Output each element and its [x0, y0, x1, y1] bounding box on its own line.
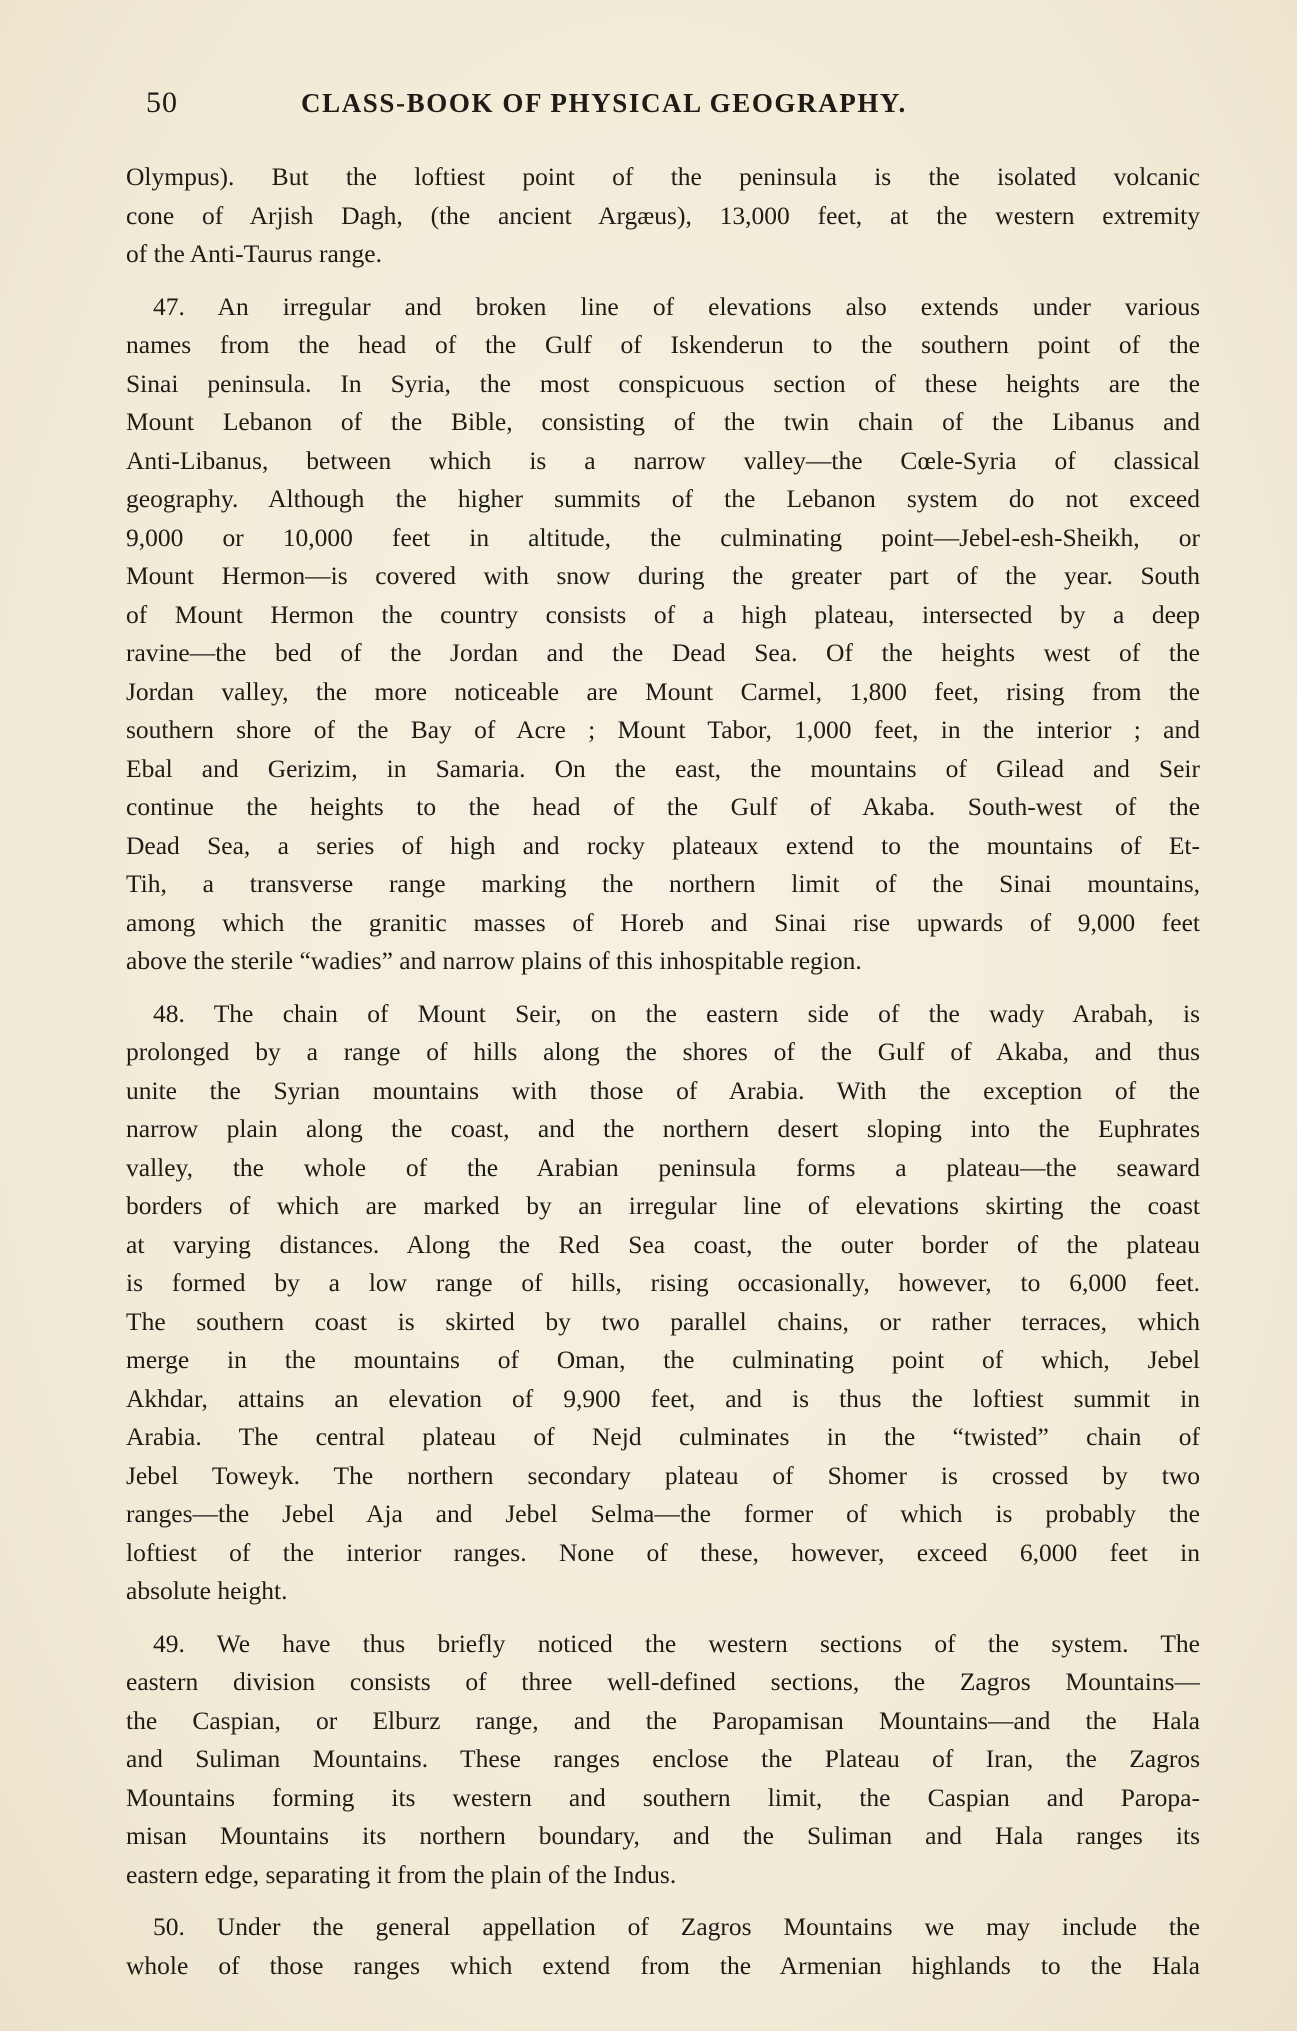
text-line: names from the head of the Gulf of Iskenderun to the southern point of the — [126, 330, 1200, 359]
body-text — [126, 158, 1200, 1985]
text-line: Sinai peninsula. In Syria, the most conspicuous section of these heights are the — [126, 368, 1200, 398]
text-line: borders of which are marked by an irregular line of elevations skirting the coast — [126, 1191, 1200, 1220]
text-line: southern shore of the Bay of Acre ; Mount Tabor, 1,000 feet, in the interior ; and — [126, 715, 1200, 744]
running-title: CLASS-BOOK OF PHYSICAL GEOGRAPHY. — [301, 88, 907, 118]
text-line: narrow plain along the coast, and the northern desert sloping into the Euphrates — [126, 1114, 1200, 1143]
text-line: valley, the whole of the Arabian peninsula forms a plateau—the seaward — [126, 1152, 1200, 1182]
text-line: Akhdar, attains an elevation of 9,900 feet, and is thus the loftiest summit in — [126, 1383, 1200, 1413]
text-line: Arabia. The central plateau of Nejd culminates in the “twisted” chain of — [126, 1422, 1200, 1451]
text-line: Mount Lebanon of the Bible, consisting of the twin chain of the Libanus and — [126, 407, 1200, 436]
text-line: Mountains forming its western and southern limit, the Caspian and Paropa- — [126, 1782, 1200, 1812]
text-line: merge in the mountains of Oman, the culminating point of which, Jebel — [126, 1345, 1200, 1374]
paragraph-49-first-line: 49. We have thus briefly noticed the western sections of the system. The — [153, 1628, 1200, 1658]
text-line: geography. Although the higher summits of the Lebanon system do not exceed — [126, 484, 1200, 513]
text-line: 9,000 or 10,000 feet in altitude, the culminating point—Jebel-esh-Sheikh, or — [126, 522, 1200, 552]
text-line: eastern edge, separating it from the plain of the Indus. — [126, 1859, 677, 1889]
text-line: and Suliman Mountains. These ranges enclose the Plateau of Iran, the Zagros — [126, 1744, 1200, 1773]
text-line: above the sterile “wadies” and narrow plains of this inhospitable region. — [126, 946, 862, 975]
text-line: Jebel Toweyk. The northern secondary plateau of Shomer is crossed by two — [126, 1460, 1200, 1490]
text-line: unite the Syrian mountains with those of Arabia. With the exception of the — [126, 1075, 1200, 1105]
text-line: Anti-Libanus, between which is a narrow valley—the Cœle-Syria of classical — [126, 445, 1200, 475]
text-line: ranges—the Jebel Aja and Jebel Selma—the former of which is probably the — [126, 1499, 1200, 1528]
text-line: the Caspian, or Elburz range, and the Paropamisan Mountains—and the Hala — [126, 1705, 1200, 1735]
text-line: Ebal and Gerizim, in Samaria. On the east, the mountains of Gilead and Seir — [126, 753, 1200, 783]
text-line: Olympus). But the loftiest point of the peninsula is the isolated volcanic — [126, 162, 1200, 191]
text-line: eastern division consists of three well-defined sections, the Zagros Mountains— — [126, 1667, 1200, 1696]
text-line: of the Anti-Taurus range. — [126, 239, 382, 268]
text-line: prolonged by a range of hills along the shores of the Gulf of Akaba, and thus — [126, 1037, 1200, 1066]
text-line: among which the granitic masses of Horeb and Sinai rise upwards of 9,000 feet — [126, 907, 1200, 937]
text-line: ravine—the bed of the Jordan and the Dead Sea. Of the heights west of the — [126, 638, 1200, 667]
text-line: Tih, a transverse range marking the northern limit of the Sinai mountains, — [126, 869, 1200, 898]
paragraph-50-first-line: 50. Under the general appellation of Zagros Mountains we may include the — [153, 1912, 1200, 1941]
text-line: Dead Sea, a series of high and rocky plateaux extend to the mountains of Et- — [126, 830, 1200, 860]
text-line: Mount Hermon—is covered with snow during the greater part of the year. South — [126, 561, 1200, 590]
text-line: cone of Arjish Dagh, (the ancient Argæus), 13,000 feet, at the western extremity — [126, 200, 1200, 230]
page-number: 50 — [146, 86, 178, 119]
text-line: loftiest of the interior ranges. None of these, however, exceed 6,000 feet in — [126, 1537, 1200, 1567]
text-line: at varying distances. Along the Red Sea coast, the outer border of the plateau — [126, 1229, 1200, 1259]
paragraph-48-first-line: 48. The chain of Mount Seir, on the eastern side of the wady Arabah, is — [153, 998, 1200, 1028]
text-line: misan Mountains its northern boundary, and the Suliman and Hala ranges its — [126, 1821, 1200, 1850]
paragraph-47-first-line: 47. An irregular and broken line of elevations also extends under various — [153, 291, 1200, 321]
text-line: absolute height. — [126, 1576, 288, 1605]
text-line: is formed by a low range of hills, rising occasionally, however, to 6,000 feet. — [126, 1268, 1200, 1297]
text-line: continue the heights to the head of the Gulf of Akaba. South-west of the — [126, 792, 1200, 821]
page-header — [146, 86, 1206, 126]
text-line: The southern coast is skirted by two parallel chains, or rather terraces, which — [126, 1306, 1200, 1336]
text-line: of Mount Hermon the country consists of a high plateau, intersected by a deep — [126, 599, 1200, 629]
text-line: whole of those ranges which extend from the Armenian highlands to the Hala — [126, 1950, 1200, 1980]
text-line: Jordan valley, the more noticeable are Mount Carmel, 1,800 feet, rising from the — [126, 676, 1200, 706]
